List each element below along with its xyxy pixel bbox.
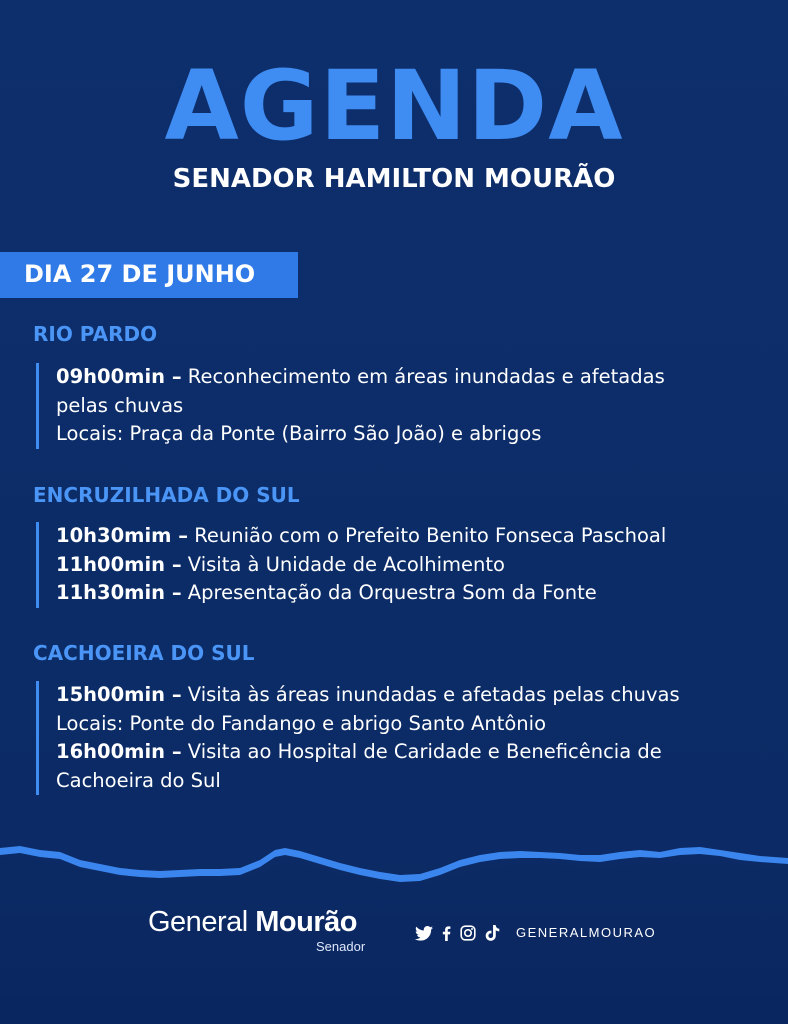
tiktok-icon[interactable]	[485, 925, 500, 941]
schedule-time: 10h30mim –	[56, 524, 189, 547]
schedule-line	[56, 363, 665, 392]
page-subtitle: SENADOR HAMILTON MOURÃO	[172, 164, 616, 194]
schedule-line	[56, 551, 666, 580]
schedule-time: 09h00min –	[56, 365, 182, 388]
schedule-line	[56, 767, 680, 796]
social-handle: GENERALMOURAO	[516, 925, 657, 940]
schedule-text: Locais: Praça da Ponte (Bairro São João) e abrigos	[56, 422, 542, 445]
schedule-time: 11h00min –	[56, 552, 182, 576]
schedule-text: Visita ao Hospital de Caridade e Beneficência de	[181, 740, 662, 763]
section-title-rio-pardo: RIO PARDO	[33, 322, 158, 346]
brand-last-name: Mourão	[255, 906, 357, 938]
brand-role: Senador	[316, 939, 366, 954]
instagram-icon[interactable]	[460, 925, 476, 941]
brand-first-name: General	[148, 906, 256, 938]
section-title-encruzilhada-do-sul: ENCRUZILHADA DO SUL	[33, 483, 300, 507]
schedule-line	[56, 710, 680, 739]
date-badge	[0, 252, 298, 298]
wave-divider	[0, 830, 788, 900]
schedule-line	[56, 420, 665, 449]
schedule-text: Apresentação da Orquestra Som da Fonte	[181, 581, 597, 604]
schedule-time: 16h00min –	[56, 740, 182, 763]
schedule-block-cachoeira-do-sul	[36, 681, 680, 795]
schedule-text: Visita à Unidade de Acolhimento	[181, 552, 505, 576]
facebook-icon[interactable]	[442, 926, 451, 941]
date-label: DIA 27 DE JUNHO	[24, 260, 256, 288]
schedule-text: Visita às áreas inundadas e afetadas pelas chuvas	[181, 683, 680, 706]
schedule-line	[56, 681, 680, 710]
section-title-cachoeira-do-sul: CACHOEIRA DO SUL	[33, 641, 255, 665]
brand-logo	[148, 906, 357, 939]
twitter-icon[interactable]	[415, 926, 433, 941]
schedule-line	[56, 392, 665, 421]
page-title: AGENDA	[164, 50, 624, 162]
schedule-block-rio-pardo	[36, 363, 665, 449]
schedule-block-encruzilhada-do-sul	[36, 522, 666, 608]
schedule-time: 15h00min –	[56, 683, 182, 706]
schedule-line	[56, 738, 680, 767]
schedule-time: 11h30min –	[56, 581, 182, 604]
schedule-text: Cachoeira do Sul	[56, 768, 221, 792]
social-icons	[415, 922, 500, 944]
schedule-text: Locais: Ponte do Fandango e abrigo Santo Antônio	[56, 711, 547, 735]
schedule-text: Reunião com o Prefeito Benito Fonseca Paschoal	[188, 524, 667, 547]
schedule-text: pelas chuvas	[56, 393, 184, 417]
schedule-text: Reconhecimento em áreas inundadas e afetadas	[181, 365, 665, 388]
schedule-line	[56, 579, 666, 608]
schedule-line	[56, 522, 666, 551]
